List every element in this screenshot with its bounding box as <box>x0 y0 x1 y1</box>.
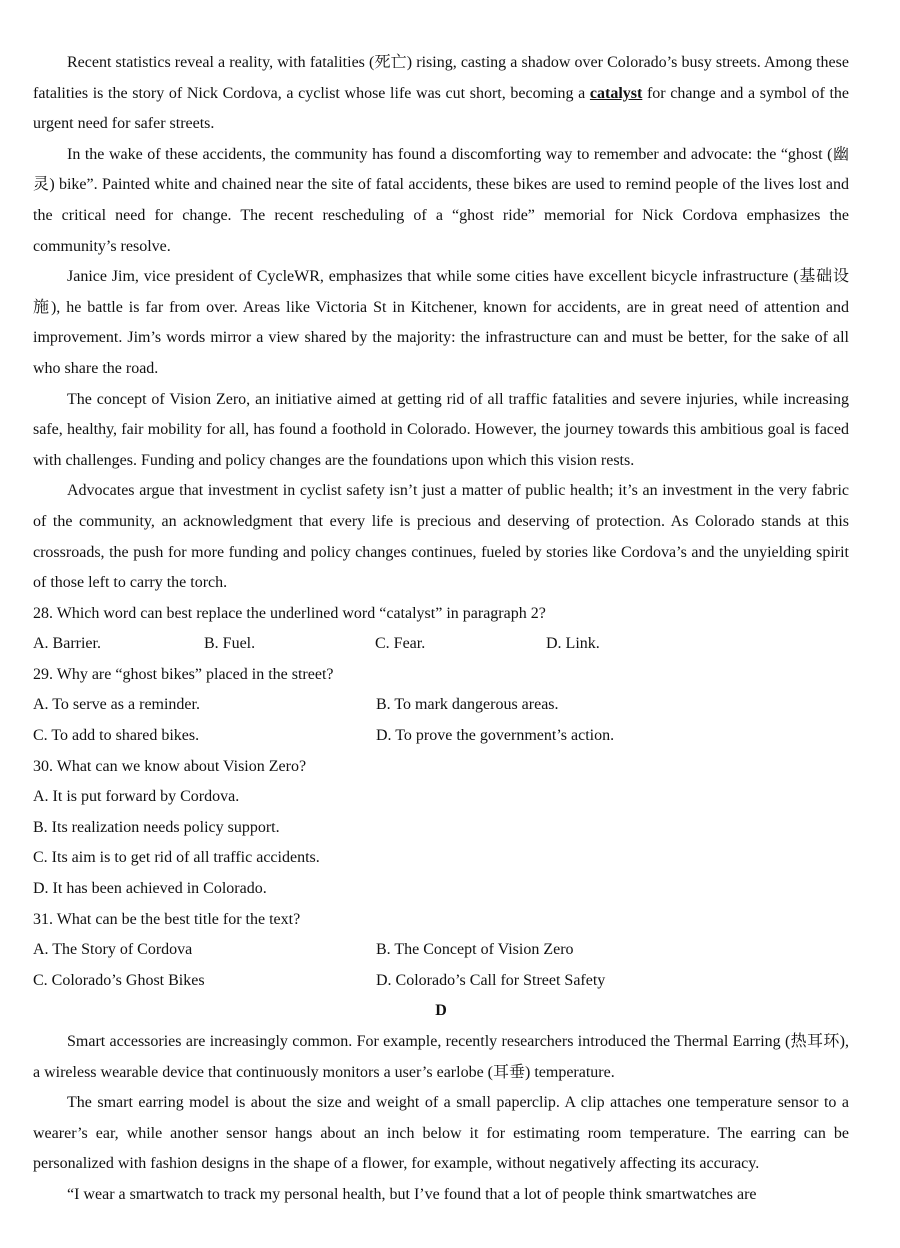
passage-c-paragraph-1 <box>33 48 849 140</box>
option-a: A. The Story of Cordova <box>33 941 193 959</box>
option-a: A. Barrier. <box>33 635 101 653</box>
question-29: 29. Why are “ghost bikes” placed in the street? <box>33 665 334 683</box>
option-c: C. Colorado’s Ghost Bikes <box>33 971 205 989</box>
option-b: B. Fuel. <box>204 635 256 653</box>
question-28: 28. Which word can best replace the underlined word “catalyst” in paragraph 2? <box>33 604 546 622</box>
passage-c-paragraph-2: In the wake of these accidents, the community has found a discomforting way to remember and advocate: the “ghost (幽灵) bike”. Painted white and chained near the site of fatal accidents, these bikes are used to remind people of the lives lost and the critical need for change. The recent rescheduling of a “ghost ride” memorial for Nick Cordova emphasizes the community’s resolve. <box>33 145 849 255</box>
option-c: C. To add to shared bikes. <box>33 727 200 745</box>
question-31-options-row-2 <box>33 966 849 997</box>
question-30: 30. What can we know about Vision Zero? <box>33 757 307 775</box>
question-31: 31. What can be the best title for the text? <box>33 910 301 928</box>
document-body <box>33 48 849 1211</box>
option-b: B. The Concept of Vision Zero <box>376 941 574 959</box>
option-b: B. To mark dangerous areas. <box>376 696 559 714</box>
option-c: C. Its aim is to get rid of all traffic accidents. <box>33 849 320 867</box>
option-d: D. To prove the government’s action. <box>376 727 615 745</box>
option-a: A. To serve as a reminder. <box>33 696 200 714</box>
section-d-paragraph-2: The smart earring model is about the size and weight of a small paperclip. A clip attaches one temperature sensor to a wearer’s ear, while another sensor hangs about an inch below it for estimating room temperature. The earring can be personalized with fashion designs in the shape of a flower, for example, without negatively affecting its accuracy. <box>33 1094 849 1173</box>
passage-c-paragraph-4: The concept of Vision Zero, an initiative aimed at getting rid of all traffic fatalities and severe injuries, while increasing safe, healthy, fair mobility for all, has found a foothold in Colorado. However, the journey towards this ambitious goal is faced with challenges. Funding and policy changes are the foundations upon which this vision rests. <box>33 390 849 469</box>
option-d: D. Link. <box>546 635 600 653</box>
underlined-word-catalyst: catalyst <box>589 84 643 102</box>
question-29-options-row-2 <box>33 721 849 752</box>
option-b: B. Its realization needs policy support. <box>33 818 280 836</box>
paragraph-text: Recent statistics reveal a reality, with fatalities (死亡) rising, casting a shadow over Colorado’s busy streets. Among these fatalities is the story of Nick Cordova, a cyclist whose life was cut short, becoming a <box>33 54 849 102</box>
passage-c-paragraph-5: Advocates argue that investment in cyclist safety isn’t just a matter of public health; it’s an investment in the very fabric of the community, an acknowledgment that every life is precious and deserving of protection. As Colorado stands at this crossroads, the push for more funding and policy changes continues, fueled by stories like Cordova’s and the unyielding spirit of those left to carry the torch. <box>33 482 849 592</box>
question-28-options <box>33 629 849 660</box>
question-29-options-row-1 <box>33 690 849 721</box>
passage-c-paragraph-3: Janice Jim, vice president of CycleWR, emphasizes that while some cities have excellent bicycle infrastructure (基础设施), he battle is far from over. Areas like Victoria St in Kitchener, known for accidents, are in great need of attention and improvement. Jim’s words mirror a view shared by the majority: the infrastructure can and must be better, for the sake of all who share the road. <box>33 268 849 377</box>
section-heading-d: D <box>435 1002 447 1020</box>
option-d: D. It has been achieved in Colorado. <box>33 880 267 898</box>
option-c: C. Fear. <box>375 635 426 653</box>
paragraph-text: for change and a symbol of the urgent need for safer streets. <box>33 84 850 133</box>
option-a: A. It is put forward by Cordova. <box>33 788 240 806</box>
option-d: D. Colorado’s Call for Street Safety <box>376 971 606 989</box>
section-d-paragraph-1: Smart accessories are increasingly common. For example, recently researchers introduced the Thermal Earring (热耳环), a wireless wearable device that continuously monitors a user’s earlobe (耳垂) temperature. <box>33 1033 849 1081</box>
section-d-paragraph-3: “I wear a smartwatch to track my personal health, but I’ve found that a lot of people think smartwatches are <box>67 1185 757 1203</box>
question-31-options-row-1 <box>33 935 849 966</box>
